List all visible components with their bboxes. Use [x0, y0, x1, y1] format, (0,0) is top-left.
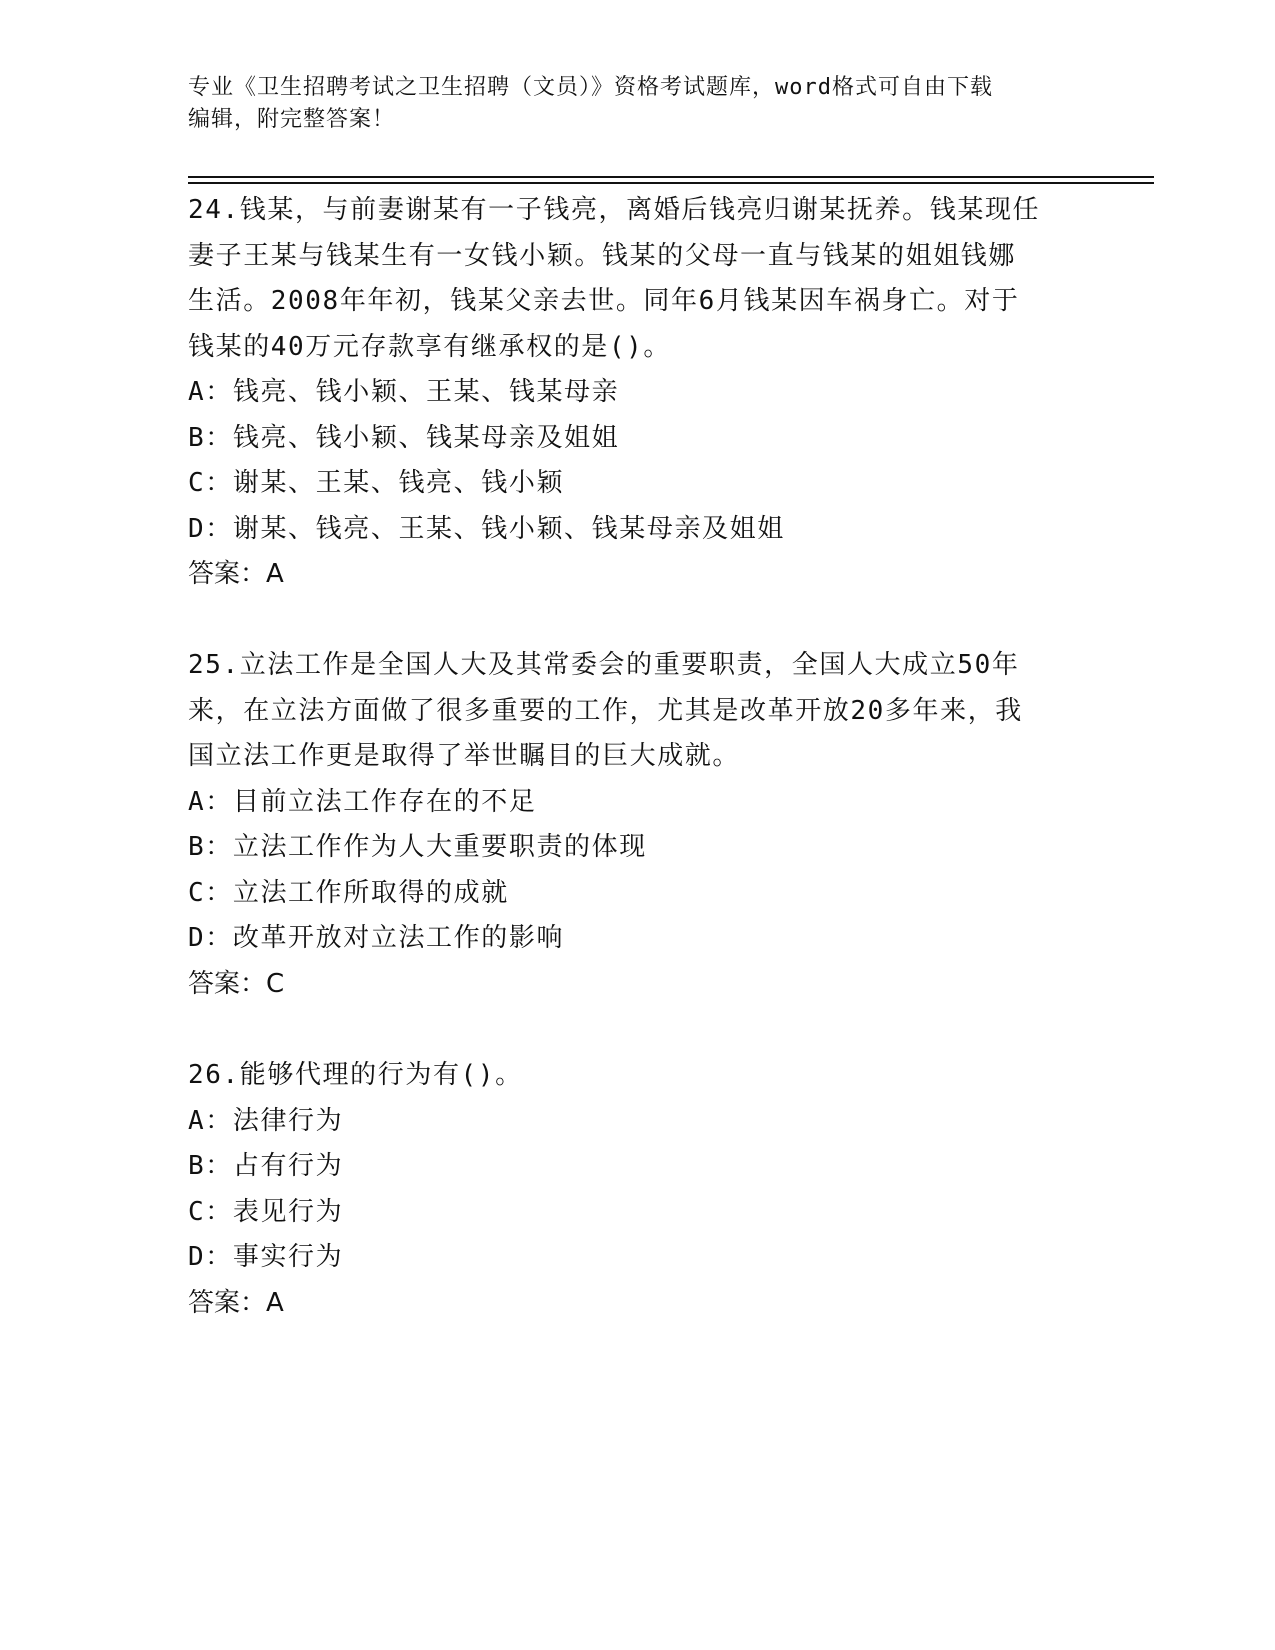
question-stem-line: 来，在立法方面做了很多重要的工作，尤其是改革开放20多年来，我 [188, 695, 1023, 726]
option-d: D：谢某、钱亮、王某、钱小颖、钱某母亲及姐姐 [188, 513, 785, 544]
question-25 [188, 643, 1088, 1007]
question-stem-line: 生活。2008年年初，钱某父亲去世。同年6月钱某因车祸身亡。对于 [188, 286, 1020, 316]
option-d: D：改革开放对立法工作的影响 [188, 923, 565, 953]
answer-text: 答案：A [188, 559, 284, 589]
option-c: C：表见行为 [188, 1196, 344, 1227]
option-b: B：立法工作作为人大重要职责的体现 [188, 832, 647, 862]
option-b: B：钱亮、钱小颖、钱某母亲及姐姐 [188, 422, 620, 453]
option-c: C：谢某、王某、钱亮、钱小颖 [188, 468, 565, 498]
question-24 [188, 188, 1088, 598]
question-stem-line: 妻子王某与钱某生有一女钱小颖。钱某的父母一直与钱某的姐姐钱娜 [188, 240, 1017, 271]
document-header [188, 72, 1088, 136]
option-a: A：法律行为 [188, 1105, 344, 1136]
question-stem-line: 24.钱某，与前妻谢某有一子钱亮，离婚后钱亮归谢某抚养。钱某现任 [188, 195, 1041, 225]
answer-text: 答案：C [188, 968, 285, 999]
question-stem-line: 国立法工作更是取得了举世瞩目的巨大成就。 [188, 741, 741, 771]
option-c: C：立法工作所取得的成就 [188, 877, 509, 908]
header-line-1: 专业《卫生招聘考试之卫生招聘（文员）》资格考试题库，word格式可自由下载 [188, 75, 993, 100]
header-line-2: 编辑，附完整答案！ [188, 107, 396, 132]
answer-text: 答案：A [188, 1287, 284, 1318]
question-stem-line: 钱某的40万元存款享有继承权的是()。 [188, 331, 672, 362]
question-stem-line: 26.能够代理的行为有()。 [188, 1060, 523, 1090]
option-a: A：钱亮、钱小颖、王某、钱某母亲 [188, 377, 620, 407]
header-rule-bottom [188, 182, 1154, 184]
question-26 [188, 1053, 1088, 1326]
header-rule-top [188, 176, 1154, 178]
option-d: D：事实行为 [188, 1242, 344, 1272]
question-stem-line: 25.立法工作是全国人大及其常委会的重要职责，全国人大成立50年 [188, 650, 1020, 680]
option-a: A：目前立法工作存在的不足 [188, 786, 537, 817]
option-b: B：占有行为 [188, 1151, 344, 1181]
